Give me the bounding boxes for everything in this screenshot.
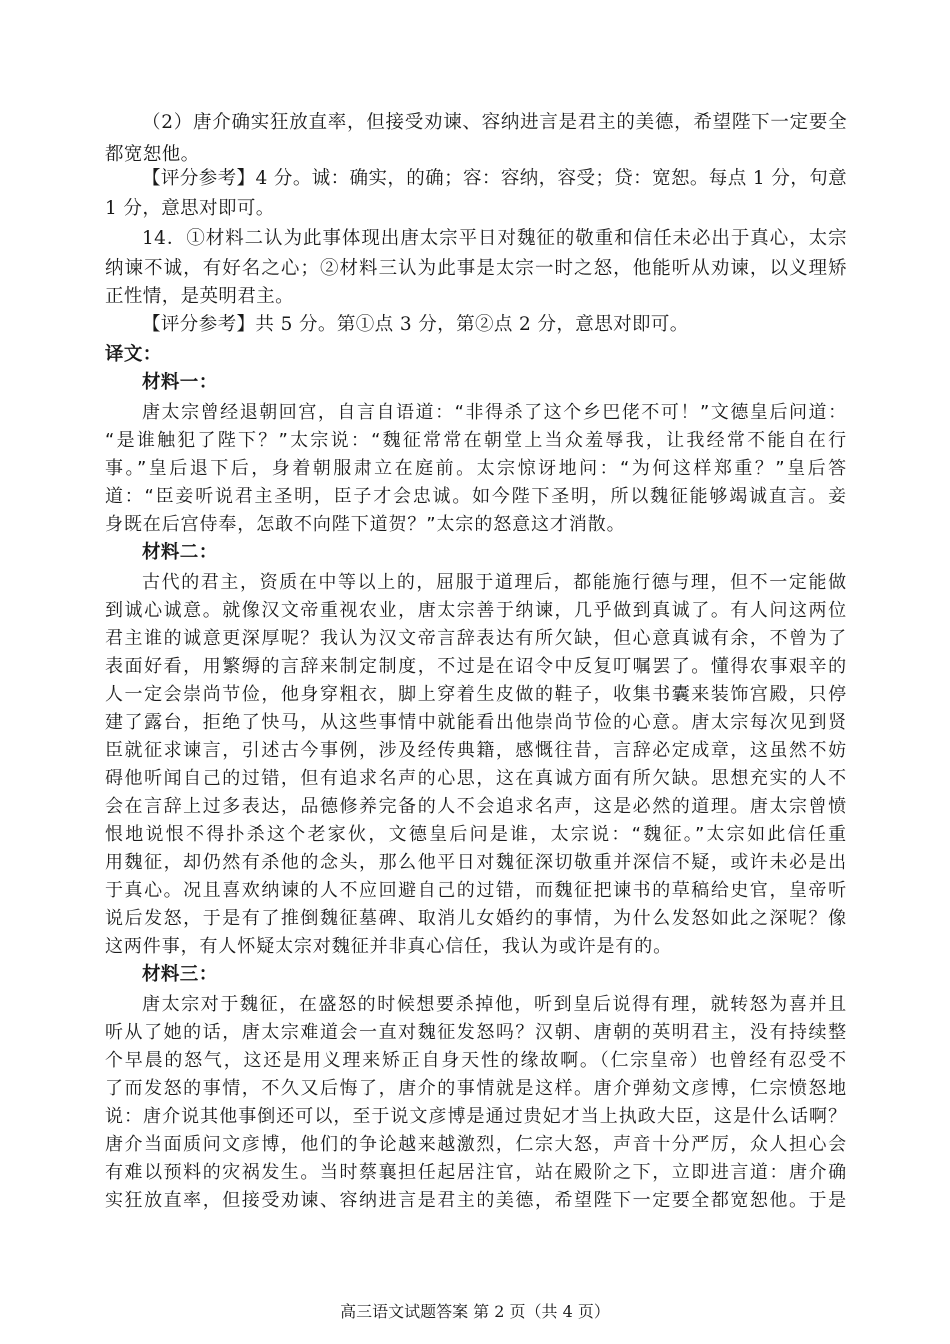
material1-line: 事。”皇后退下后，身着朝服肃立在庭前。太宗惊讶地问：“为何这样郑重？”皇后答 (105, 458, 847, 479)
material2-line: 君主谁的诚意更深厚呢？我认为汉文帝言辞表达有所欠缺，但心意真诚有余，不曾为了 (105, 628, 847, 649)
material2-line: 于真心。况且喜欢纳谏的人不应回避自己的过错，而魏征把谏书的草稿给史官，皇帝听 (105, 880, 847, 901)
material2-line: 表面好看，用繁缛的言辞来制定制度，不过是在诏令中反复叮嘱罢了。懂得农事艰辛的 (105, 656, 847, 677)
material2-line: 用魏征，却仍然有杀他的念头，那么他平日对魏征深切敬重并深信不疑，或许未必是出 (105, 852, 847, 873)
material2-line: 说后发怒，于是有了推倒魏征墓碑、取消儿女婚约的事情，为什么发怒如此之深呢？像 (105, 908, 847, 929)
material1-title: 材料一： (142, 372, 218, 393)
answer-line: 都宽恕他。 (105, 144, 200, 165)
page-footer: 高三语文试题答案 第 2 页（共 4 页） (340, 1302, 610, 1321)
material2-title: 材料二： (142, 542, 218, 563)
material2-line: 到诚心诚意。就像汉文帝重视农业，唐太宗善于纳谏，几乎做到真诚了。有人问这两位 (105, 600, 847, 621)
material2-line: 人一定会崇尚节俭，他身穿粗衣，脚上穿着生皮做的鞋子，收集书囊来装饰宫殿，只停 (105, 684, 847, 705)
material2-line: 会在言辞上过多表达，品德修养完备的人不会追求名声，这是必然的道理。唐太宗曾愤 (105, 796, 847, 817)
material1-line: 道：“臣妾听说君主圣明，臣子才会忠诚。如今陛下圣明，所以魏征能够竭诚直言。妾 (105, 486, 847, 507)
material3-title: 材料三： (142, 964, 218, 985)
material1-line: 身既在后宫侍奉，怎敢不向陛下道贺？”太宗的怒意这才消散。 (105, 514, 626, 535)
material3-line: 听从了她的话，唐太宗难道会一直对魏征发怒吗？汉朝、唐朝的英明君主，没有持续整 (105, 1022, 847, 1043)
material3-line: 了而发怒的事情，不久又后悔了，唐介的事情就是这样。唐介弹劾文彦博，仁宗愤怒地 (105, 1078, 847, 1099)
material1-line: 唐太宗曾经退朝回宫，自言自语道：“非得杀了这个乡巴佬不可！”文德皇后问道： (142, 402, 847, 423)
answer-line: 纳谏不诚，有好名之心；②材料三认为此事是太宗一时之怒，他能听从劝谏，以义理矫 (105, 258, 847, 279)
answer-line: （2）唐介确实狂放直率，但接受劝谏、容纳进言是君主的美德，希望陛下一定要全 (142, 112, 847, 133)
question-14-answer: 14．①材料二认为此事体现出唐太宗平日对魏征的敬重和信任未必出于真心，太宗 (142, 228, 847, 249)
material2-line: 臣就征求谏言，引述古今事例，涉及经传典籍，感慨往昔，言辞必定成章，这虽然不妨 (105, 740, 847, 761)
material2-line: 建了露台，拒绝了快马，从这些事情中就能看出他崇尚节俭的心意。唐太宗每次见到贤 (105, 712, 847, 733)
material2-line: 碍他听闻自己的过错，但有追求名声的心思，这在真诚方面有所欠缺。思想充实的人不 (105, 768, 847, 789)
material2-line: 恨地说恨不得扑杀这个老家伙，文德皇后问是谁，太宗说：“魏征。”太宗如此信任重 (105, 824, 847, 845)
material3-line: 说：唐介说其他事倒还可以，至于说文彦博是通过贵妃才当上执政大臣，这是什么话啊？ (105, 1106, 847, 1127)
translation-heading: 译文： (105, 344, 162, 365)
material3-line: 有难以预料的灾祸发生。当时蔡襄担任起居注官，站在殿阶之下，立即进言道：唐介确 (105, 1162, 847, 1183)
scoring-reference: 【评分参考】4 分。诚：确实，的确；容：容纳，容受；贷：宽恕。每点 1 分，句意 (142, 168, 847, 189)
answer-line: 正性情，是英明君主。 (105, 286, 295, 307)
material3-line: 个早晨的怒气，这还是用义理来矫正自身天性的缘故啊。（仁宗皇帝）也曾经有忍受不 (105, 1050, 847, 1071)
answer-line: 1 分，意思对即可。 (105, 198, 275, 219)
material2-line: 这两件事，有人怀疑太宗对魏征并非真心信任，我认为或许是有的。 (105, 936, 672, 957)
material3-line: 唐太宗对于魏征，在盛怒的时候想要杀掉他，听到皇后说得有理，就转怒为喜并且 (142, 994, 847, 1015)
material2-line: 古代的君主，资质在中等以上的，屈服于道理后，都能施行德与理，但不一定能做 (142, 572, 847, 593)
scoring-reference: 【评分参考】共 5 分。第①点 3 分，第②点 2 分，意思对即可。 (142, 314, 689, 335)
material3-line: 唐介当面质问文彦博，他们的争论越来越激烈，仁宗大怒，声音十分严厉，众人担心会 (105, 1134, 847, 1155)
material3-line: 实狂放直率，但接受劝谏、容纳进言是君主的美德，希望陛下一定要全都宽恕他。于是 (105, 1190, 847, 1211)
material1-line: “是谁触犯了陛下？”太宗说：“魏征常常在朝堂上当众羞辱我，让我经常不能自在行 (105, 430, 847, 451)
